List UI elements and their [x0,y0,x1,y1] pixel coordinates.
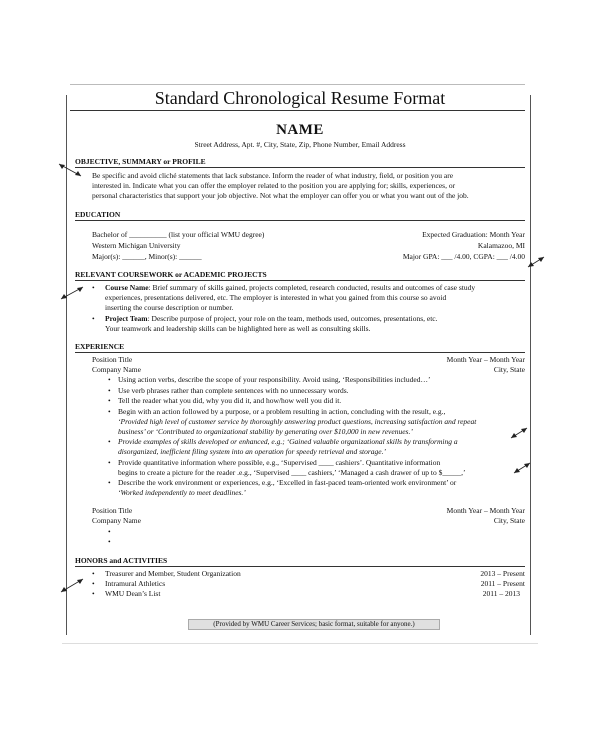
annotation-arrow-icon [512,460,532,476]
bullet-icon: • [108,527,111,536]
annotation-arrow-icon [58,284,86,302]
experience-bullet-line: Provide quantitative information where possible, e.g., ‘Supervised ____ cashiers’. Quantitative information [118,458,441,467]
position-title: Position Title [92,506,133,515]
coursework-heading: RELEVANT COURSEWORK or ACADEMIC PROJECTS [75,270,267,279]
annotation-arrow-icon [55,160,85,180]
section-rule [75,220,525,221]
resume-name: NAME [276,122,324,138]
bullet-icon: • [108,375,111,384]
gpa-text: Major GPA: ___ /4.00, CGPA: ___ /4.00 [402,252,525,261]
honor-date: 2011 – 2013 [482,589,520,598]
position-dates: Month Year – Month Year [446,506,525,515]
project-label: Project Team [105,314,148,323]
annotation-arrow-icon [526,254,546,270]
experience-bullet-line: Begin with an action followed by a purpose, or a problem resulting in action, concluding with the result, e.g., [118,407,446,416]
position-location: City, State [493,516,525,525]
education-location: Kalamazoo, MI [477,241,525,250]
company-name: Company Name [92,365,141,374]
bullet-icon: • [108,537,111,546]
bullet-icon: • [92,283,95,292]
experience-bullet-line: begins to create a picture for the reader .e.g., ‘Supervised ____ cashiers,’ ‘Managed a cash drawer of up to $_____,’ [118,468,466,477]
bullet-icon: • [108,396,111,405]
experience-heading: EXPERIENCE [75,342,125,351]
university-text: Western Michigan University [92,241,181,250]
footer-note: (Provided by WMU Career Services; basic format, suitable for anyone.) [188,619,440,630]
project-line: : Describe purpose of project, your role on the team, methods used, outcomes, presentations, etc. [147,314,438,323]
position-title: Position Title [92,355,133,364]
experience-bullet-line: Describe the work environment or experiences, e.g., ‘Excelled in fast-paced team-oriented work environment’ or [118,478,457,487]
section-rule [75,352,525,353]
frame-top-line [70,84,525,85]
position-location: City, State [493,365,525,374]
major-minor-text: Major(s): ______, Minor(s): ______ [92,252,202,261]
annotation-arrow-icon [58,576,86,596]
objective-line: interested in. Indicate what you can offer the employer related to the position you are applying for; skills, experiences, or [92,181,456,190]
course-line: experiences, presentations delivered, etc. The employer is interested in what you gained from this course so avoid [105,293,447,302]
bullet-icon: • [92,579,95,588]
title-rule [70,110,525,111]
degree-text: Bachelor of __________ (list your official WMU degree) [92,230,265,239]
section-rule [75,280,525,281]
objective-heading: OBJECTIVE, SUMMARY or PROFILE [75,157,206,166]
experience-bullet-line: ‘Provided high level of customer service by thoroughly answering product questions, increasing satisfaction and repeat [118,417,477,426]
education-heading: EDUCATION [75,210,121,219]
bullet-icon: • [108,386,111,395]
section-rule [75,167,525,168]
experience-bullet-line: ‘Worked independently to meet deadlines.’ [118,488,246,497]
position-dates: Month Year – Month Year [446,355,525,364]
honor-date: 2013 – Present [480,569,525,578]
experience-bullet-line: disorganized, inefficient filing system into an operation for speedy retrieval and storage.’ [118,447,386,456]
honors-heading: HONORS and ACTIVITIES [75,556,168,565]
course-label: Course Name [105,283,149,292]
experience-bullet-line: Tell the reader what you did, why you did it, and how/how well you did it. [118,396,342,405]
experience-bullet-line: Using action verbs, describe the scope of your responsibility. Avoid using, ‘Responsibilities included…’ [118,375,431,384]
frame-right-line [530,95,531,635]
honor-label: Intramural Athletics [105,579,166,588]
bullet-icon: • [92,569,95,578]
honor-date: 2011 – Present [480,579,525,588]
experience-bullet-line: Provide examples of skills developed or enhanced, e.g.; ‘Gained valuable organizational skills by transforming a [118,437,458,446]
experience-bullet-line: Use verb phrases rather than complete sentences with no unnecessary words. [118,386,349,395]
honor-label: Treasurer and Member, Student Organization [105,569,241,578]
bullet-icon: • [108,458,111,467]
bullet-icon: • [92,314,95,323]
project-line: Your teamwork and leadership skills can be highlighted here as well as consulting skills. [105,324,371,333]
company-name: Company Name [92,516,141,525]
annotation-arrow-icon [508,424,530,442]
bullet-icon: • [108,478,111,487]
course-line: : Brief summary of skills gained, projects completed, research conducted, results and outcomes of case study [148,283,476,292]
course-line: inserting the course description or number. [105,303,234,312]
honor-label: WMU Dean’s List [105,589,161,598]
frame-bottom-line [62,643,538,644]
graduation-text: Expected Graduation: Month Year [422,230,525,239]
experience-bullet-line: business’ or ‘Contributed to organizational stability by generating over $10,000 in new revenues.’ [118,427,413,436]
document-title: Standard Chronological Resume Format [154,88,446,108]
objective-line: personal characteristics that support your job objective. Not what the employer can offer you or what you want out of the job. [92,191,469,200]
objective-line: Be specific and avoid cliché statements that lack substance. Inform the reader of what industry, field, or position you are [92,171,454,180]
bullet-icon: • [92,589,95,598]
contact-address: Street Address, Apt. #, City, State, Zip, Phone Number, Email Address [194,140,406,149]
bullet-icon: • [108,437,111,446]
bullet-icon: • [108,407,111,416]
section-rule [75,566,525,567]
